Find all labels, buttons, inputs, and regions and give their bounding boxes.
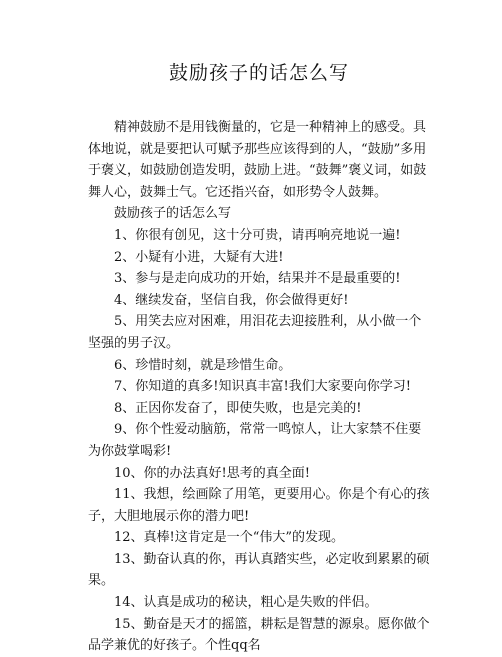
list-item: 10、你的办法真好!思考的真全面! — [114, 465, 310, 481]
list-item: 5、用笑去应对困难，用泪花去迎接胜利，从小做一个坚强的男子汉。 — [88, 314, 422, 351]
list-item: 14、认真是成功的秘诀，粗心是失败的伴侣。 — [114, 595, 378, 611]
list-item: 2、小疑有小进，大疑有大进! — [114, 249, 284, 265]
subheading: 鼓励孩子的话怎么写 — [114, 206, 232, 222]
list-item: 12、真棒!这肯定是一个“伟大”的发现。 — [114, 530, 345, 546]
list-item: 15、勤奋是天才的摇篮，耕耘是智慧的源泉。愿你做个品学兼优的好孩子。个性qq名 — [88, 616, 430, 654]
document-title: 鼓励孩子的话怎么写 — [168, 62, 349, 84]
list-item: 1、你很有创见，这十分可贵，请再响亮地说一遍! — [114, 227, 401, 243]
document-body — [88, 117, 430, 657]
list-item: 8、正因你发奋了，即使失败，也是完美的! — [114, 400, 362, 416]
list-item: 7、你知道的真多!知识真丰富!我们大家要向你学习! — [114, 379, 411, 395]
list-item: 6、珍惜时刻，就是珍惜生命。 — [114, 357, 292, 373]
list-item: 9、你个性爱动脑筋，常常一鸣惊人，让大家禁不住要为你鼓掌喝彩! — [88, 422, 422, 459]
list-item: 4、继续发奋，坚信自我，你会做得更好! — [114, 292, 349, 308]
list-item: 3、参与是走向成功的开始，结果并不是最重要的! — [114, 271, 401, 287]
intro-paragraph: 精神鼓励不是用钱衡量的，它是一种精神上的感受。具体地说，就是要把认可赋予那些应该得到的人，“鼓励”多用于褒义，如鼓励创造发明，鼓励上进。“鼓舞”褒义词，如鼓舞人心，鼓舞士气。它还指兴奋，如形势令人鼓舞。 — [88, 120, 427, 200]
list-item: 11、我想，绘画除了用笔，更要用心。你是个有心的孩子，大胆地展示你的潜力吧! — [88, 487, 430, 524]
list-item: 13、勤奋认真的你，再认真踏实些，必定收到累累的硕果。 — [88, 551, 430, 589]
